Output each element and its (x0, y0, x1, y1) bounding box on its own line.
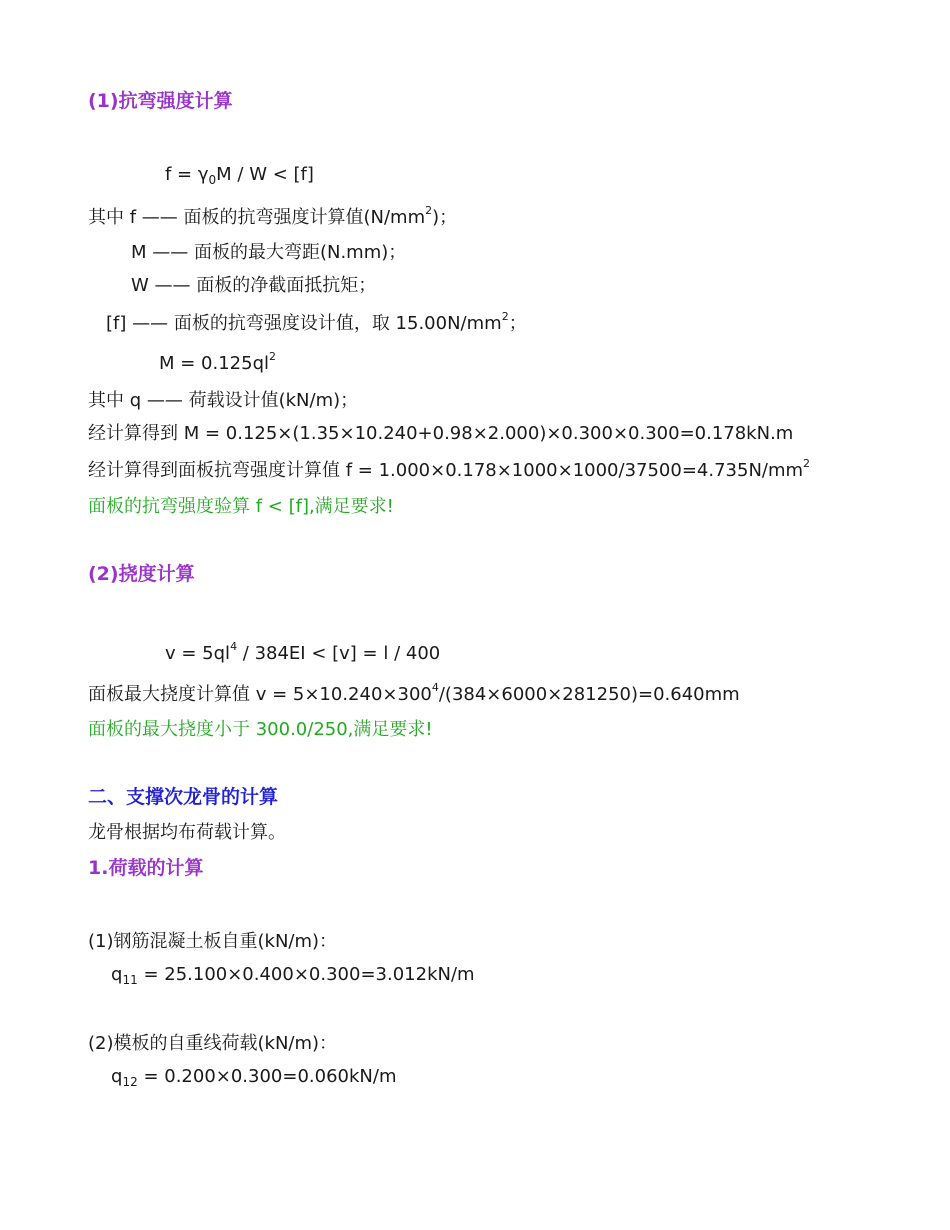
part2-title: 二、支撑次龙骨的计算 (88, 786, 279, 808)
moment-result: 经计算得到 M = 0.125×(1.35×10.240+0.98×2.000)×0.300×0.300=0.178kN.m (88, 423, 794, 444)
deflection-formula: $v = 5ql^4 / 384EI < [v] = l / 400$ (165, 640, 441, 664)
allowable-stress-definition: [f] —— 面板的抗弯强度设计值，取 $15.00N/mm^2$； (106, 310, 527, 334)
bending-section-title: (1)抗弯强度计算 (88, 90, 233, 112)
load-section-title: 1.荷载的计算 (88, 857, 204, 879)
bending-check-message: 面板的抗弯强度验算 f < [f],满足要求! (88, 496, 394, 517)
deflection-section-title: (2)挠度计算 (88, 563, 195, 585)
m-definition: M —— 面板的最大弯距(N.mm)； (131, 242, 407, 263)
load-item1-expression: $q_{11} = 25.100\times 0.400\times 0.300=3.012kN/m$ (111, 964, 475, 987)
w-definition: W —— 面板的净截面抵抗矩； (131, 275, 377, 296)
load-item1-title: (1)钢筋混凝土板自重(kN/m)： (88, 931, 338, 952)
q-definition: 其中 q —— 荷载设计值(kN/m)； (88, 390, 359, 411)
f-definition: 其中 f —— 面板的抗弯强度计算值$(N/mm^2)$； (88, 204, 458, 228)
deflection-check-message: 面板的最大挠度小于 300.0/250,满足要求! (88, 719, 433, 740)
load-item2-expression: $q_{12} = 0.200\times 0.300=0.060kN/m$ (111, 1066, 397, 1089)
load-item2-title: (2)模板的自重线荷载(kN/m)： (88, 1033, 338, 1054)
bending-formula: $f = \gamma_0M / W < [f]$ (165, 164, 314, 187)
stress-result: 经计算得到面板抗弯强度计算值 $f = 1.000\times 0.178\times 1000\times 1000/37500=4.735N/mm^2$ (88, 457, 811, 481)
deflection-result: 面板最大挠度计算值 $v = 5\times 10.240\times 300^4/(384\times 6000\times 281250)=0.640mm$ (88, 681, 740, 705)
part2-intro: 龙骨根据均布荷载计算。 (88, 822, 286, 843)
moment-formula: $M = 0.125ql^2$ (159, 350, 277, 374)
